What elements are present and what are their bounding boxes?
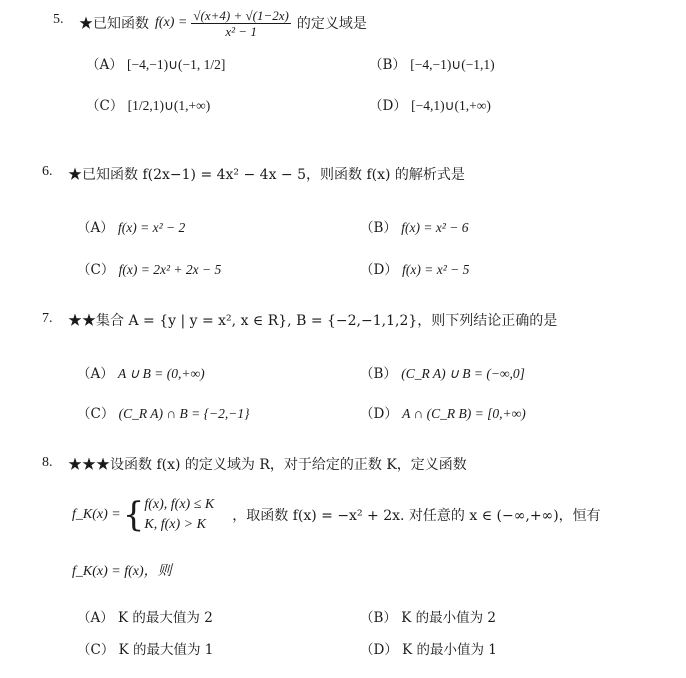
q7-option-a-label: （A）	[77, 366, 114, 382]
q5-option-a-text: [−4,−1)∪(−1, 1/2]	[127, 57, 226, 72]
q8-option-d-text: K 的最小值为 1	[402, 642, 497, 658]
q7-option-c-label: （C）	[77, 406, 115, 422]
q5-option-c-label: （C）	[86, 98, 124, 114]
q8-stem-continued: ，取函数 f(x) = −x² + 2x. 对任意的 x ∈ (−∞,+∞)，恒有	[232, 508, 601, 524]
q5-option-d-text: [−4,1)∪(1,+∞)	[411, 98, 491, 113]
q5-stem-func: f(x) =	[155, 15, 188, 30]
q6-option-c-text: f(x) = 2x² + 2x − 5	[118, 262, 222, 277]
q5-option-a	[86, 53, 225, 73]
q6-option-b	[360, 216, 468, 236]
q8-option-a-text: K 的最大值为 2	[118, 610, 213, 626]
q5-option-b-label: （B）	[369, 57, 406, 73]
q8-option-a	[77, 606, 213, 626]
q6-option-d-text: f(x) = x² − 5	[402, 262, 470, 277]
q6-option-a	[77, 216, 185, 236]
q6-option-c	[77, 258, 221, 278]
q7-option-d-text: A ∩ (C_R B) = [0,+∞)	[402, 406, 526, 421]
q8-option-b-label: （B）	[360, 610, 397, 626]
q5-option-d-label: （D）	[369, 98, 407, 114]
q8-option-b-text: K 的最小值为 2	[401, 610, 496, 626]
q5-number: 5.	[53, 12, 64, 27]
q6-option-b-text: f(x) = x² − 6	[401, 220, 469, 235]
q8-piecewise-lhs: f_K(x) =	[72, 507, 121, 522]
q5-stem-denominator: x² − 1	[225, 23, 257, 39]
q6-number: 6.	[42, 164, 53, 179]
q8-option-b	[360, 606, 496, 626]
q5-option-c	[86, 94, 210, 114]
q8-option-c-label: （C）	[77, 642, 115, 658]
q5-option-d	[369, 94, 491, 114]
q6-option-d	[360, 258, 469, 278]
q6-option-b-label: （B）	[360, 220, 397, 236]
q8-stem: ★★★设函数 f(x) 的定义域为 R，对于给定的正数 K，定义函数	[68, 457, 467, 473]
q8-option-a-label: （A）	[77, 610, 114, 626]
q7-number: 7.	[42, 311, 53, 326]
q7-option-b-label: （B）	[360, 366, 397, 382]
q7-option-c-text: (C_R A) ∩ B = {−2,−1}	[118, 406, 250, 421]
q8-piecewise-case1: f(x), f(x) ≤ K	[144, 497, 215, 512]
q8-option-c	[77, 638, 213, 658]
q5-stem-numerator: √(x+4) + √(1−2x)	[193, 7, 289, 23]
q5-stem-prefix: ★已知函数	[79, 16, 149, 32]
q6-option-a-label: （A）	[77, 220, 114, 236]
q5-option-b-text: [−4,−1)∪(−1,1)	[410, 57, 495, 72]
q8-number: 8.	[42, 455, 53, 470]
q8-piecewise-case2: K, f(x) > K	[144, 517, 206, 532]
q7-option-a-text: A ∪ B = (0,+∞)	[118, 366, 205, 381]
q7-stem: ★★集合 A = {y | y = x², x ∈ R}, B = {−2,−1,1,2}，则下列结论正确的是	[68, 313, 558, 329]
q8-piecewise-line	[72, 492, 601, 538]
q7-option-a	[77, 362, 205, 382]
q6-stem: ★已知函数 f(2x−1) = 4x² − 4x − 5，则函数 f(x) 的解析式是	[68, 167, 465, 183]
q7-option-d-label: （D）	[360, 406, 398, 422]
q8-option-c-text: K 的最大值为 1	[118, 642, 214, 658]
q8-stem-tail	[72, 560, 172, 580]
q8-piecewise-cases	[144, 495, 214, 535]
q5-option-a-label: （A）	[86, 57, 123, 73]
q8-option-d	[360, 638, 497, 658]
q7-option-b-text: (C_R A) ∪ B = (−∞,0]	[401, 366, 525, 381]
q7-option-d	[360, 402, 526, 422]
q5-option-b	[369, 53, 495, 73]
q6-option-c-label: （C）	[77, 262, 115, 278]
q8-stem-tail-text: f_K(x) = f(x)，则	[72, 564, 172, 579]
q6-option-d-label: （D）	[360, 262, 398, 278]
q5-stem-suffix: 的定义域是	[296, 16, 367, 32]
q7-option-b	[360, 362, 525, 382]
q5-option-c-text: [1/2,1)∪(1,+∞)	[127, 98, 211, 113]
q5-stem	[79, 4, 367, 42]
q7-option-c	[77, 402, 250, 422]
q6-option-a-text: f(x) = x² − 2	[118, 220, 186, 235]
q5-stem-fraction	[191, 8, 290, 39]
q8-option-d-label: （D）	[360, 642, 398, 658]
q8-piecewise-brace: {	[122, 495, 145, 535]
